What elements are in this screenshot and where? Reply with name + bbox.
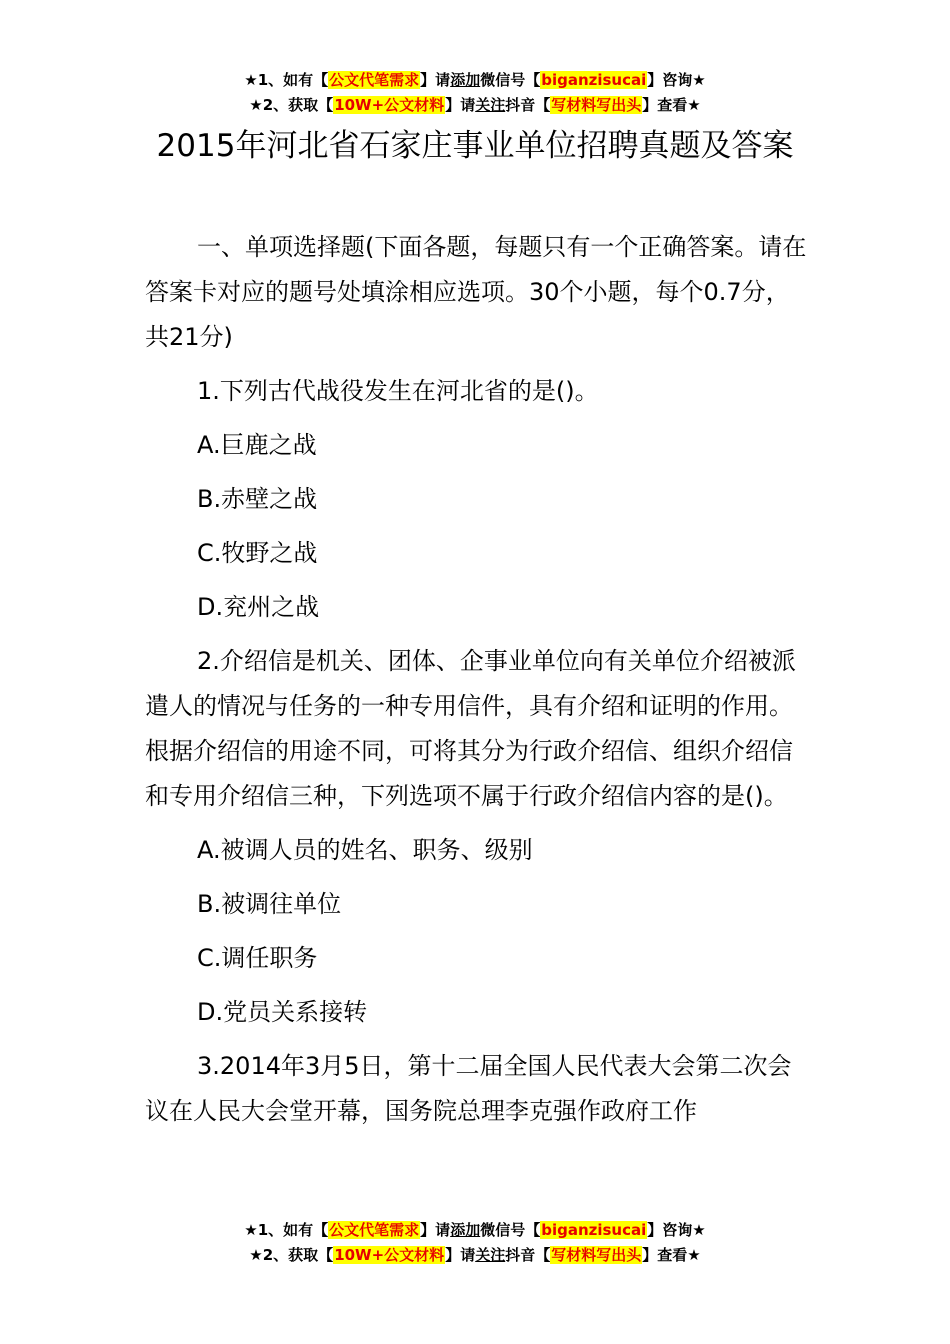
document-title: 2015年河北省石家庄事业单位招聘真题及答案 xyxy=(156,128,794,164)
banner-line-1: ★1、如有【公文代笔需求】请添加微信号【biganzisucai】咨询★ xyxy=(244,1221,706,1239)
highlight-text: biganzisucai xyxy=(541,71,647,89)
section-intro: 一、单项选择题(下面各题，每题只有一个正确答案。请在答案卡对应的题号处填涂相应选项。30个小题，每个0.7分，共21分) xyxy=(145,233,807,351)
highlight-text: 10W+公文材料 xyxy=(334,96,445,114)
question-stem: 1.下列古代战役发生在河北省的是()。 xyxy=(197,377,599,405)
highlight-text: 写材料写出头 xyxy=(551,96,642,114)
answer-option: D.党员关系接转 xyxy=(197,998,368,1026)
highlight-text: 公文代笔需求 xyxy=(329,71,420,89)
banner-line-1: ★1、如有【公文代笔需求】请添加微信号【biganzisucai】咨询★ xyxy=(244,71,706,89)
answer-option: A.被调人员的姓名、职务、级别 xyxy=(197,836,533,864)
highlight-text: 写材料写出头 xyxy=(551,1246,642,1264)
banner-line-2: ★2、获取【10W+公文材料】请关注抖音【写材料写出头】查看★ xyxy=(249,96,701,114)
question-stem: 2.介绍信是机关、团体、企事业单位向有关单位介绍被派遣人的情况与任务的一种专用信件，具有介绍和证明的作用。根据介绍信的用途不同，可将其分为行政介绍信、组织介绍信和专用介绍信三种，下列选项不属于行政介绍信内容的是()。 xyxy=(145,647,796,810)
question-stem: 3.2014年3月5日，第十二届全国人民代表大会第二次会议在人民大会堂开幕，国务院总理李克强作政府工作 xyxy=(145,1052,792,1125)
footer-banner xyxy=(0,1218,950,1268)
highlight-text: biganzisucai xyxy=(541,1221,647,1239)
answer-option: B.被调往单位 xyxy=(197,890,342,918)
answer-option: C.调任职务 xyxy=(197,944,318,972)
banner-line-2: ★2、获取【10W+公文材料】请关注抖音【写材料写出头】查看★ xyxy=(249,1246,701,1264)
answer-option: D.兖州之战 xyxy=(197,593,320,621)
document-body xyxy=(145,225,810,1143)
answer-option: C.牧野之战 xyxy=(197,539,318,567)
header-banner xyxy=(0,68,950,118)
answer-option: B.赤壁之战 xyxy=(197,485,318,513)
highlight-text: 10W+公文材料 xyxy=(334,1246,445,1264)
answer-option: A.巨鹿之战 xyxy=(197,431,317,459)
highlight-text: 公文代笔需求 xyxy=(329,1221,420,1239)
